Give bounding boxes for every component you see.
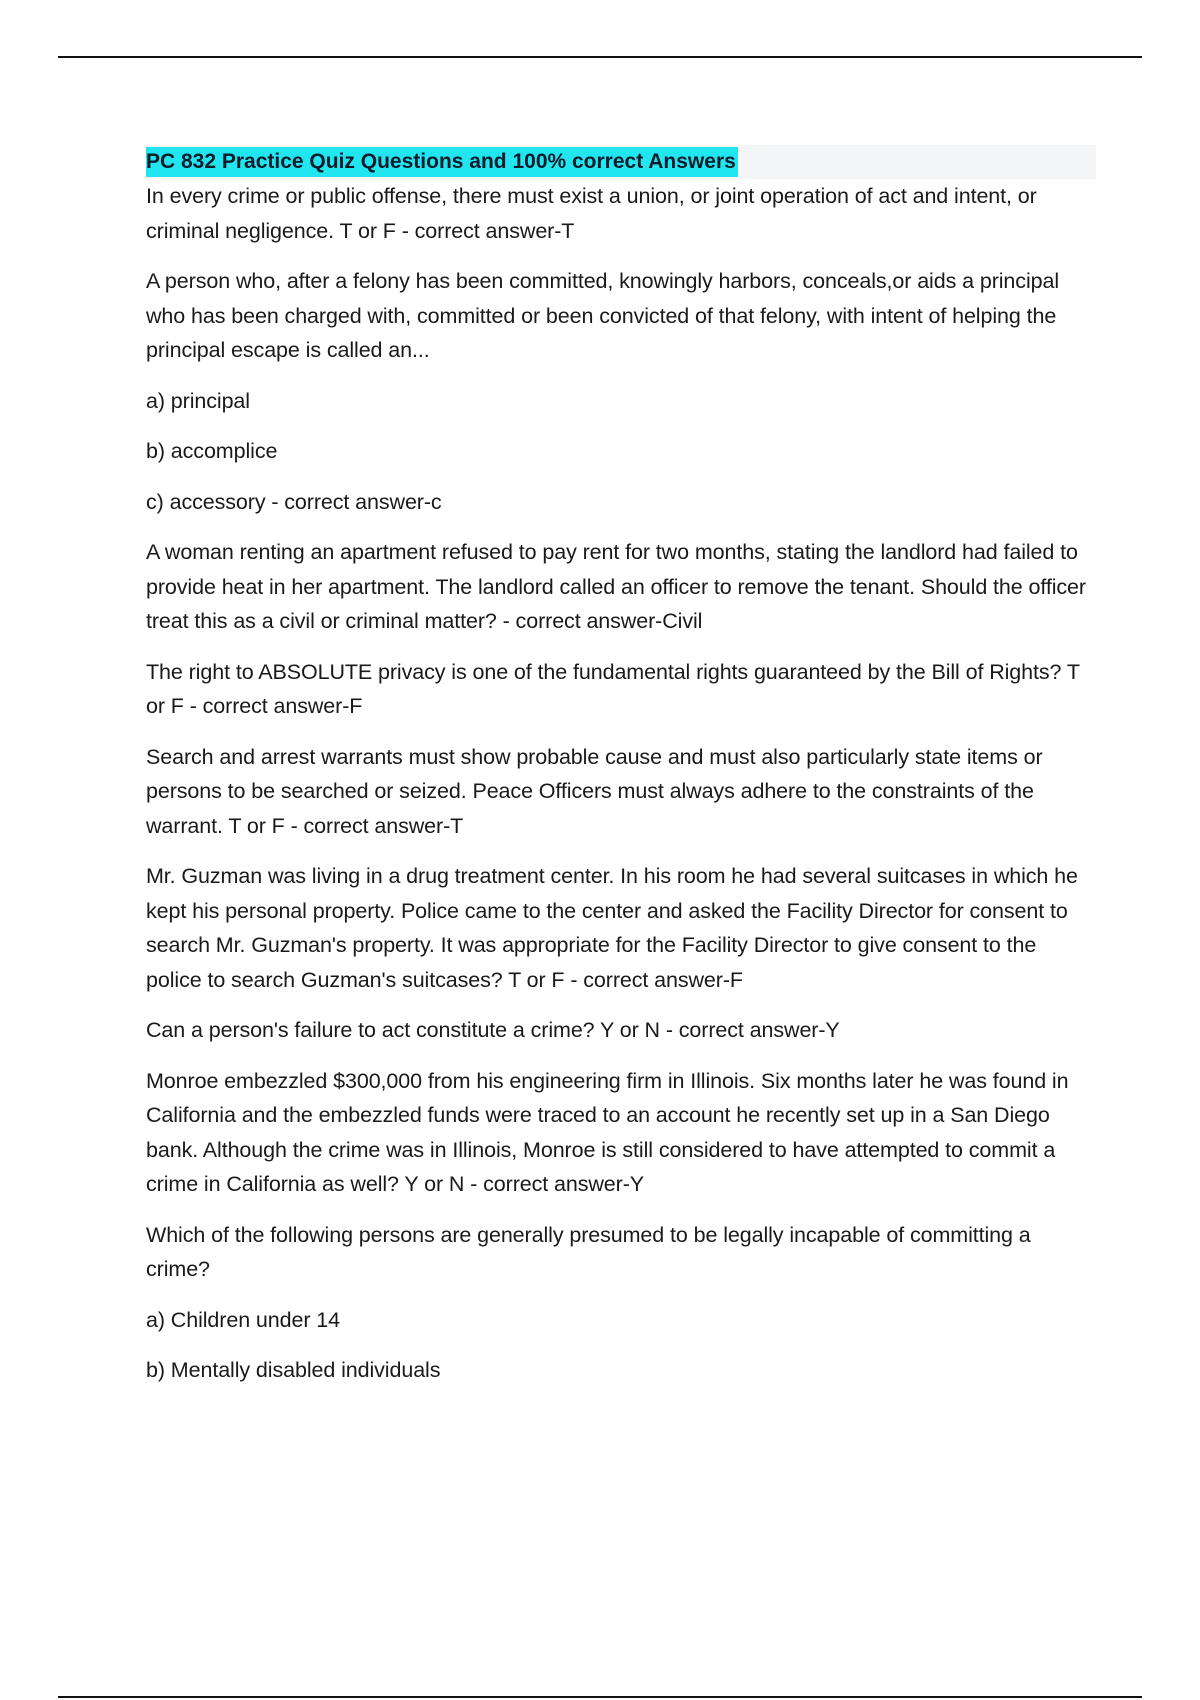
document-title: PC 832 Practice Quiz Questions and 100% correct Answers <box>146 147 738 177</box>
answer-option: c) accessory - correct answer-c <box>146 489 442 514</box>
answer-option: a) principal <box>146 388 250 413</box>
answer-option: b) Mentally disabled individuals <box>146 1358 441 1382</box>
question-paragraph: A woman renting an apartment refused to pay rent for two months, stating the landlord had failed to provide heat in her apartment. The landlord called an officer to remove the tenant. Should the officer treat this as a civil or criminal matter? - correct answer-Civil <box>146 540 1086 633</box>
question-paragraph: Mr. Guzman was living in a drug treatment center. In his room he had several suitcases in which he kept his personal property. Police came to the center and asked the Facility Director for consent to search Mr. Guzman's property. It was appropriate for the Facility Director to give consent to the police to search Guzman's suitcases? T or F - correct answer-F <box>146 864 1078 992</box>
header-rule <box>58 56 1142 58</box>
question-paragraph: Monroe embezzled $300,000 from his engineering firm in Illinois. Six months later he was found in California and the embezzled funds were traced to an account he recently set up in a San Diego bank. Although the crime was in Illinois, Monroe is still considered to have attempted to commit a crime in California as well? Y or N - correct answer-Y <box>146 1068 1069 1196</box>
answer-option: a) Children under 14 <box>146 1307 341 1332</box>
question-paragraph: Which of the following persons are generally presumed to be legally incapable of committing a crime? <box>146 1222 1031 1281</box>
document-body <box>146 145 1096 1404</box>
answer-option: b) accomplice <box>146 439 278 463</box>
title-band <box>146 145 1096 179</box>
question-paragraph: In every crime or public offense, there must exist a union, or joint operation of act and intent, or criminal negligence. T or F - correct answer-T <box>146 184 1037 243</box>
question-paragraph: Can a person's failure to act constitute a crime? Y or N - correct answer-Y <box>146 1018 840 1042</box>
footer-rule <box>58 1696 1142 1698</box>
question-paragraph: The right to ABSOLUTE privacy is one of the fundamental rights guaranteed by the Bill of Rights? T or F - correct answer-F <box>146 659 1080 718</box>
question-paragraph: Search and arrest warrants must show probable cause and must also particularly state items or persons to be searched or seized. Peace Officers must always adhere to the constraints of the warrant. T or F - correct answer-T <box>146 744 1043 838</box>
question-paragraph: A person who, after a felony has been committed, knowingly harbors, conceals,or aids a principal who has been charged with, committed or been convicted of that felony, with intent of helping the principal escape is called an... <box>146 269 1060 362</box>
